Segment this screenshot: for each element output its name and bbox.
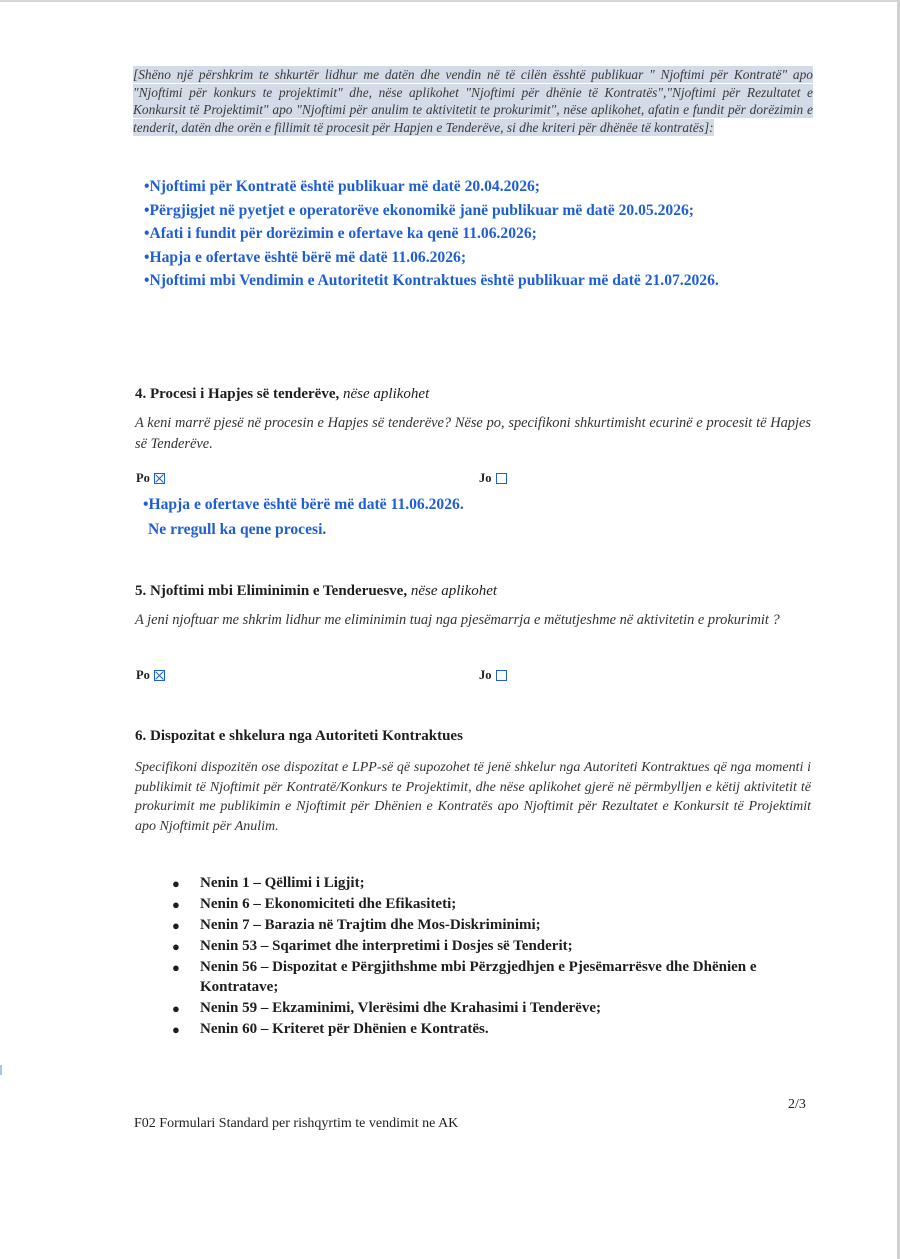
footer-form-title: F02 Formulari Standard per rishqyrtim te vendimit ne AK [134,1116,459,1131]
timeline-list [144,176,810,294]
violated-articles-list [172,874,812,1041]
bullet-icon: ● [172,897,180,913]
list-item [172,916,812,936]
bullet-icon: ● [172,960,180,976]
article-text: Nenin 56 – Dispozitat e Përgjithshme mbi Përzgjedhjen e Pjesëmarrësve dhe Dhënien e Kontratave; [200,959,757,995]
section-4-no-option[interactable] [479,471,507,486]
bullet-icon: ● [172,918,180,934]
section-4-question: A keni marrë pjesë në procesin e Hapjes së tenderëve? Nëse po, specifikoni shkurtimisht ecurinë e procesit të Hapjes së Tenderëve. [135,415,811,452]
bullet-icon: ● [172,1022,180,1038]
section-5-qualifier: nëse aplikohet [410,583,498,599]
section-5-question: A jeni njoftuar me shkrim lidhur me eliminimin tuaj nga pjesëmarrja e mëtutjeshme në aktivitetin e prokurimit ? [135,612,780,628]
article-text: Nenin 60 – Kriteret për Dhënien e Kontratës. [200,1021,489,1038]
yes-label: Po [136,668,150,682]
list-item [172,999,812,1019]
section-4-answer [143,492,464,542]
list-item [172,874,812,894]
no-label: Jo [479,471,492,485]
no-checkbox[interactable] [496,473,507,484]
list-item [172,958,812,997]
page-number: 2/3 [788,1097,806,1112]
list-item [172,895,812,915]
no-checkbox[interactable] [496,670,507,681]
timeline-item: •Hapja e ofertave është bërë më datë 11.06.2026; [144,248,467,266]
bullet-icon: ● [172,1001,180,1017]
instruction-text [133,66,813,136]
section-6-heading: 6. Dispozitat e shkelura nga Autoriteti Kontraktues [135,728,463,744]
page-edge-top [0,0,900,2]
article-text: Nenin 1 – Qëllimi i Ligjit; [200,875,365,891]
timeline-item: •Njoftimi mbi Vendimin e Autoritetit Kontraktues është publikuar më datë 21.07.2026. [144,272,719,289]
section-4-answer-line1: •Hapja e ofertave është bërë më datë 11.06.2026. [143,496,464,513]
yes-checkbox-checked[interactable] [154,473,165,484]
list-item [172,937,812,957]
section-4-qualifier: nëse aplikohet [343,386,430,402]
article-text: Nenin 53 – Sqarimet dhe interpretimi i Dosjes së Tenderit; [200,938,573,955]
bullet-icon: ● [172,939,180,955]
yes-checkbox-checked[interactable] [154,670,165,681]
yes-label: Po [136,471,150,485]
article-text: Nenin 6 – Ekonomiciteti dhe Efikasiteti; [200,896,457,913]
section-5-no-option[interactable] [479,668,507,683]
list-item [172,1020,812,1040]
section-4-yes-option[interactable] [136,471,165,486]
section-4-heading [135,386,429,403]
no-label: Jo [479,668,492,682]
timeline-item: •Përgjigjet në pyetjet e operatorëve ekonomikë janë publikuar më datë 20.05.2026; [144,201,694,219]
section-5-heading [135,583,497,600]
section-4-answer-line2: Ne rregull ka qene procesi. [148,521,327,538]
timeline-item: •Afati i fundit për dorëzimin e ofertave ka qenë 11.06.2026; [144,225,537,242]
timeline-item: •Njoftimi për Kontratë është publikuar më datë 20.04.2026; [144,178,540,195]
bullet-icon: ● [172,876,180,891]
article-text: Nenin 59 – Ekzaminimi, Vlerësimi dhe Krahasimi i Tenderëve; [200,1000,601,1017]
section-5-yes-option[interactable] [136,668,165,683]
section-4-title: 4. Procesi i Hapjes së tenderëve, [135,386,340,402]
instruction-highlight: [Shëno një përshkrim te shkurtër lidhur me datën dhe vendin në të cilën ësshtë publikuar " Njoftimi për Kontratë" apo "Njoftimi për konkurs te projektimit" dhe, nëse aplikohet "Njoftimi për dhënie të Kontratës","Njoftimi për Rezultatet e Konkursit të Projektimit" apo "Njoftimi për anulim te aktivitetit te prokurimit", nëse aplikohet, afatin e fundit për dorëzimin e tenderit, datën dhe orën e fillimit të procesit për Hapjen e Tenderëve, si dhe kriteri për dhënëe të kontratës]: [133,67,813,135]
scan-mark [0,1065,2,1075]
article-text: Nenin 7 – Barazia në Trajtim dhe Mos-Diskriminimi; [200,917,541,934]
section-6-instructions: Specifikoni dispozitën ose dispozitat e LPP-së që supozohet të jenë shkelur nga Autoriteti Kontraktues që nga momenti i publikimit të Njoftimit për Kontratë/Konkurs te Projektimit, dhe nëse aplikohet gjerë në përmbylljen e këtij aktivitetit të prokurimit me publikimin e Njoftimit për Dhënien e Kontratës apo Njoftimit për Rezultatet e Konkursit të Projektimit apo Njoftimit për Anulim. [135,760,811,834]
section-5-title: 5. Njoftimi mbi Eliminimin e Tenderuesve, [135,583,408,599]
